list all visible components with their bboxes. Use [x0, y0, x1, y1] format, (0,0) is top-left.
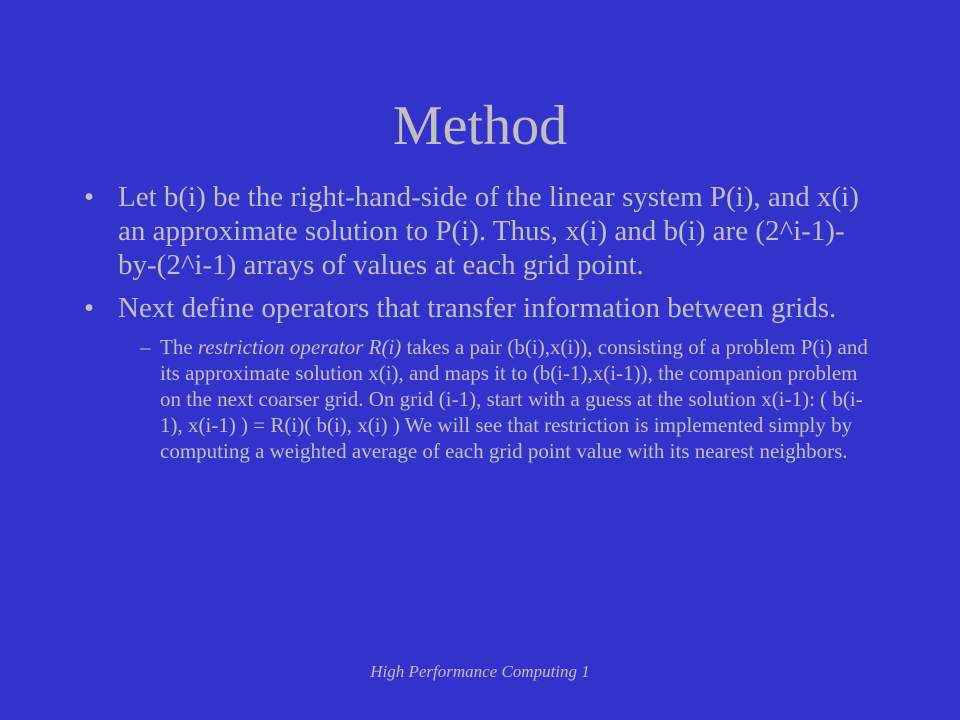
bullet-text: Let b(i) be the right-hand-side of the linear system P(i), and x(i) an approximate solution to P(i). Thus, x(i) and b(i) are (2^i-1)-by-(2^i-1) arrays of values at each grid point.: [118, 181, 859, 281]
bullet-marker: •: [84, 292, 95, 324]
bullet-text: Next define operators that transfer information between grids.: [118, 292, 837, 324]
bullet-item: [82, 180, 882, 282]
bullet-item: [82, 291, 882, 325]
slide-body: [82, 180, 882, 464]
sub-bullet-text-before: The: [160, 335, 198, 359]
bullet-marker: •: [84, 181, 95, 213]
slide-footer: High Performance Computing 1: [370, 662, 590, 681]
slide-title: Method: [392, 95, 568, 157]
sub-bullet-text-after: takes a pair (b(i),x(i)), consisting of a problem P(i) and its approximate solution x(i), and maps it to (b(i-1),x(i-1)), the companion problem on the next coarser grid. On grid (i-1), start with a guess at the solution x(i-1): ( b(i-1), x(i-1) ) = R(i)( b(i), x(i) ) We will see that restriction is implemented simply by computing a weighted average of each grid point value with its nearest neighbors.: [160, 335, 868, 463]
sub-bullet-item: [82, 334, 882, 464]
sub-bullet-emphasis: restriction operator R(i): [197, 335, 402, 359]
sub-bullet-marker: –: [140, 335, 151, 359]
